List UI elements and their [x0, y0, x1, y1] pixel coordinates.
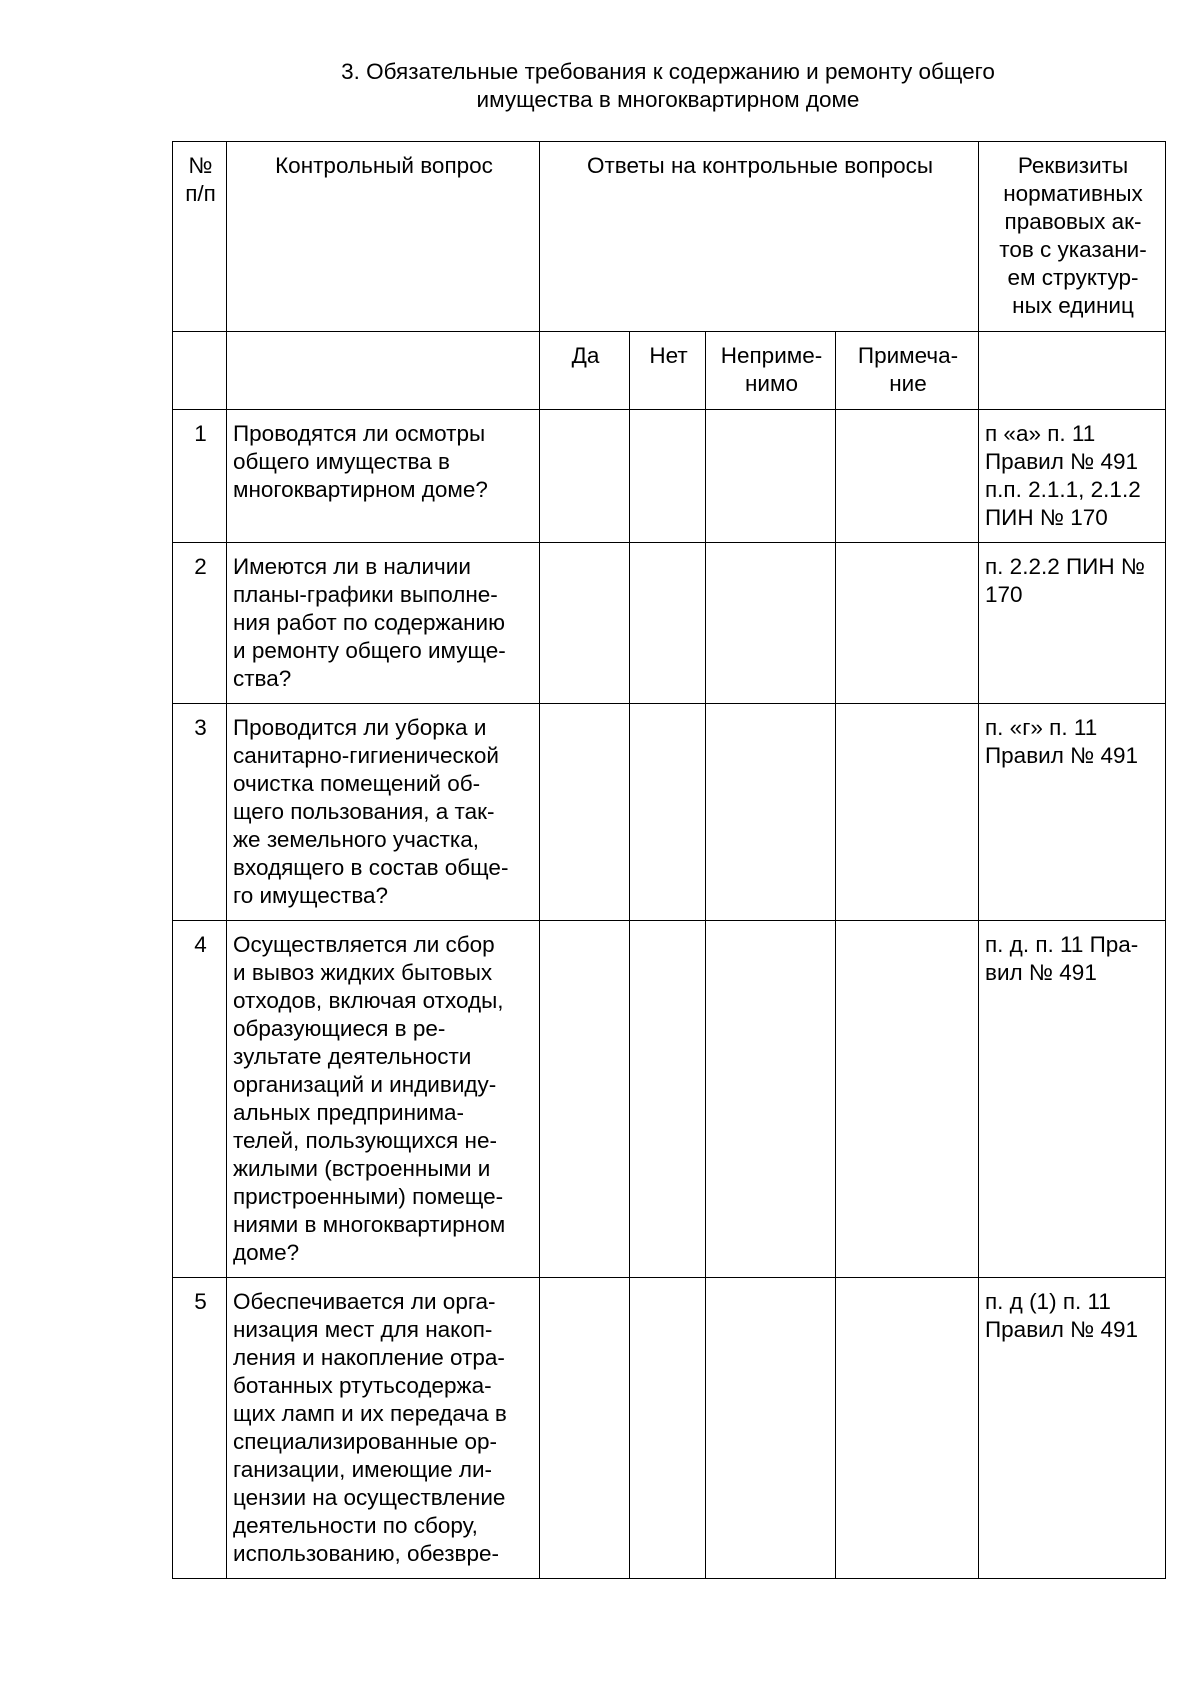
header-reference-line: тов с указани-: [999, 237, 1147, 262]
question-line: отходов, включая отходы,: [233, 988, 504, 1013]
header-num-line: п/п: [185, 181, 216, 206]
question-line: и ремонту общего имуще-: [233, 638, 506, 663]
question-line: Обеспечивается ли орга-: [233, 1289, 496, 1314]
title-line-2: имущества в многоквартирном доме: [476, 87, 860, 112]
question-line: очистка помещений об-: [233, 771, 481, 796]
header-reference-cell: [979, 142, 1166, 332]
header-reference-line: Реквизиты: [1017, 153, 1129, 178]
question-line: Проводятся ли осмотры: [233, 421, 486, 446]
row-number: 3: [194, 715, 207, 740]
table-row: [173, 704, 1166, 921]
reference-line: ПИН № 170: [985, 505, 1108, 530]
answer-note-cell[interactable]: [836, 410, 979, 543]
answer-no-cell[interactable]: [630, 704, 706, 921]
question-line: телей, пользующихся не-: [233, 1128, 497, 1153]
row-number-cell: [173, 704, 227, 921]
reference-line: Правил № 491: [985, 449, 1139, 474]
answer-na-cell[interactable]: [706, 921, 836, 1278]
question-line: пристроенными) помеще-: [233, 1184, 504, 1209]
question-cell: [227, 704, 540, 921]
subheader-na-line: нимо: [745, 371, 798, 396]
answer-note-cell[interactable]: [836, 1278, 979, 1579]
question-line: ганизации, имеющие ли-: [233, 1457, 493, 1482]
question-line: Осуществляется ли сбор: [233, 932, 495, 957]
subheader-yes-text: Да: [571, 343, 600, 368]
subheader-note-cell: [836, 332, 979, 410]
answer-na-cell[interactable]: [706, 1278, 836, 1579]
question-line: альных предпринима-: [233, 1100, 465, 1125]
answer-no-cell[interactable]: [630, 543, 706, 704]
subheader-note-line: Примеча-: [857, 343, 959, 368]
header-num-cell: [173, 142, 227, 332]
reference-line: п. «г» п. 11: [985, 715, 1098, 740]
question-line: низация мест для накоп-: [233, 1317, 493, 1342]
reference-line: п «а» п. 11: [985, 421, 1096, 446]
subheader-empty-cell: [227, 332, 540, 410]
question-line: ства?: [233, 666, 292, 691]
header-reference-line: ных единиц: [1012, 293, 1134, 318]
question-cell: [227, 543, 540, 704]
title-line-1: 3. Обязательные требования к содержанию и ремонту общего: [341, 59, 995, 84]
question-line: санитарно-гигиенической: [233, 743, 499, 768]
answer-na-cell[interactable]: [706, 543, 836, 704]
header-question-text: Контрольный вопрос: [275, 153, 493, 178]
header-row: [173, 142, 1166, 332]
subheader-note-line: ние: [889, 371, 927, 396]
answer-yes-cell[interactable]: [540, 1278, 630, 1579]
question-line: ниями в многоквартирном: [233, 1212, 506, 1237]
question-line: многоквартирном доме?: [233, 477, 488, 502]
reference-cell: [979, 410, 1166, 543]
reference-line: Правил № 491: [985, 1317, 1139, 1342]
answer-yes-cell[interactable]: [540, 704, 630, 921]
header-reference-line: ем структур-: [1007, 265, 1139, 290]
subheader-yes-cell: [540, 332, 630, 410]
document-title: [172, 58, 1164, 114]
question-line: планы-графики выполне-: [233, 582, 498, 607]
question-line: образующиеся в ре-: [233, 1016, 446, 1041]
question-cell: [227, 921, 540, 1278]
question-line: жилыми (встроенными и: [233, 1156, 491, 1181]
subheader-empty-cell: [173, 332, 227, 410]
table-row: [173, 921, 1166, 1278]
question-line: деятельности по сбору,: [233, 1513, 478, 1538]
row-number-cell: [173, 543, 227, 704]
question-line: зультате деятельности: [233, 1044, 472, 1069]
question-line: ботанных ртутьсодержа-: [233, 1373, 492, 1398]
question-line: ления и накопление отра-: [233, 1345, 505, 1370]
answer-na-cell[interactable]: [706, 410, 836, 543]
row-number-cell: [173, 410, 227, 543]
question-line: специализированные ор-: [233, 1429, 498, 1454]
checklist-table: [172, 141, 1166, 1579]
reference-cell: [979, 921, 1166, 1278]
table-row: [173, 543, 1166, 704]
question-line: Имеются ли в наличии: [233, 554, 471, 579]
reference-line: п.п. 2.1.1, 2.1.2: [985, 477, 1141, 502]
question-line: входящего в состав обще-: [233, 855, 509, 880]
subheader-na-line: Неприме-: [720, 343, 823, 368]
question-line: доме?: [233, 1240, 300, 1265]
answer-note-cell[interactable]: [836, 921, 979, 1278]
row-number-cell: [173, 921, 227, 1278]
header-reference-line: правовых ак-: [1004, 209, 1142, 234]
header-answers-cell: [540, 142, 979, 332]
header-question-cell: [227, 142, 540, 332]
question-line: цензии на осуществление: [233, 1485, 506, 1510]
header-reference-line: нормативных: [1003, 181, 1143, 206]
subheader-no-text: Нет: [649, 343, 688, 368]
row-number: 4: [194, 932, 207, 957]
reference-cell: [979, 1278, 1166, 1579]
question-line: щего пользования, а так-: [233, 799, 495, 824]
question-line: организаций и индивиду-: [233, 1072, 497, 1097]
subheader-row: [173, 332, 1166, 410]
question-line: общего имущества в: [233, 449, 450, 474]
table-row: [173, 1278, 1166, 1579]
answer-yes-cell[interactable]: [540, 410, 630, 543]
reference-line: Правил № 491: [985, 743, 1139, 768]
row-number: 5: [194, 1289, 207, 1314]
subheader-no-cell: [630, 332, 706, 410]
subheader-na-cell: [706, 332, 836, 410]
row-number-cell: [173, 1278, 227, 1579]
subheader-empty-cell: [979, 332, 1166, 410]
question-line: щих ламп и их передача в: [233, 1401, 507, 1426]
question-cell: [227, 1278, 540, 1579]
reference-line: 170: [985, 582, 1023, 607]
question-line: использованию, обезвре-: [233, 1541, 499, 1566]
answer-yes-cell[interactable]: [540, 921, 630, 1278]
answer-note-cell[interactable]: [836, 704, 979, 921]
question-line: и вывоз жидких бытовых: [233, 960, 493, 985]
reference-line: п. д (1) п. 11: [985, 1289, 1111, 1314]
header-answers-text: Ответы на контрольные вопросы: [586, 153, 934, 178]
reference-line: п. 2.2.2 ПИН №: [985, 554, 1145, 579]
header-num-line: №: [188, 153, 213, 178]
reference-cell: [979, 543, 1166, 704]
answer-na-cell[interactable]: [706, 704, 836, 921]
reference-line: вил № 491: [985, 960, 1097, 985]
reference-cell: [979, 704, 1166, 921]
answer-yes-cell[interactable]: [540, 543, 630, 704]
reference-line: п. д. п. 11 Пра-: [985, 932, 1139, 957]
question-line: же земельного участка,: [233, 827, 480, 852]
question-line: Проводится ли уборка и: [233, 715, 487, 740]
table-row: [173, 410, 1166, 543]
row-number: 2: [194, 554, 207, 579]
answer-no-cell[interactable]: [630, 921, 706, 1278]
answer-note-cell[interactable]: [836, 543, 979, 704]
question-line: го имущества?: [233, 883, 389, 908]
question-cell: [227, 410, 540, 543]
question-line: ния работ по содержанию: [233, 610, 505, 635]
answer-no-cell[interactable]: [630, 410, 706, 543]
answer-no-cell[interactable]: [630, 1278, 706, 1579]
row-number: 1: [194, 421, 207, 446]
